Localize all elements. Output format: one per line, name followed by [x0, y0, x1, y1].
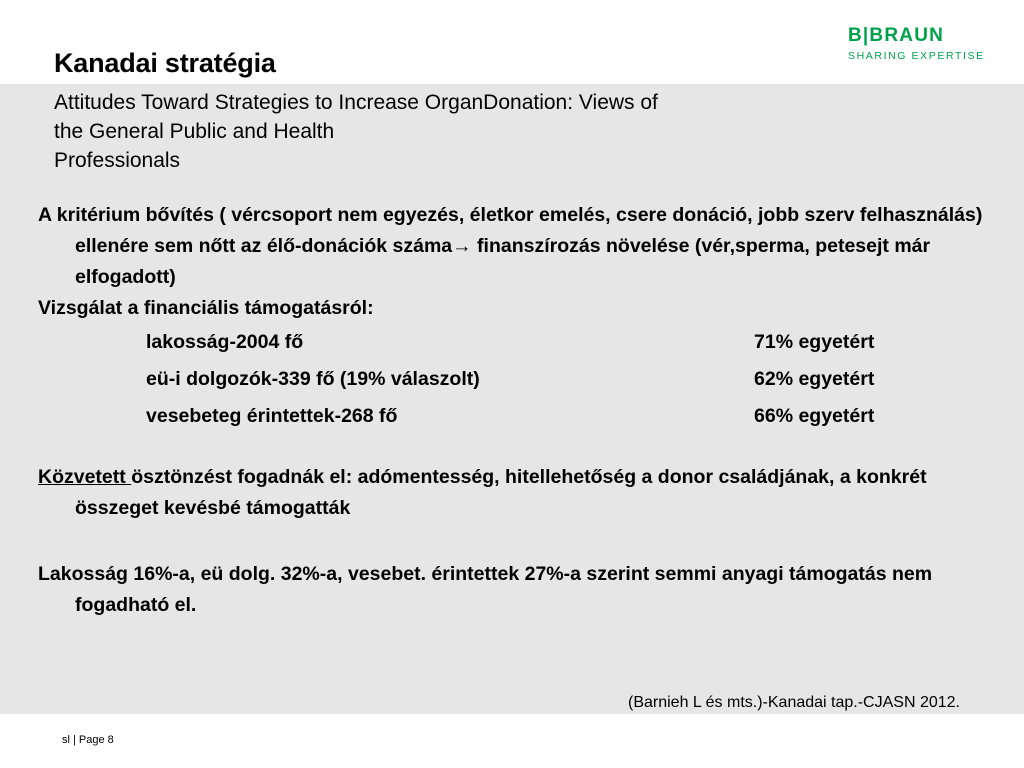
slide-body: [38, 200, 988, 621]
survey-row: [38, 361, 988, 398]
subtitle-line: Attitudes Toward Strategies to Increase OrganDonation: Views of: [54, 91, 658, 114]
paragraph-survey-heading: Vizsgálat a financiális támogatásról:: [38, 297, 374, 319]
survey-group: lakosság-2004 fő: [146, 331, 304, 353]
paragraph-indirect-incentives: [38, 462, 988, 524]
survey-row: [38, 398, 988, 435]
paragraph-text: ösztönzést fogadnák el: adómentesség, hitellehetőség a donor családjának, a konkrét összeget kevésbé támogatták: [75, 466, 927, 519]
citation: (Barnieh L és mts.)-Kanadai tap.-CJASN 2012.: [627, 694, 960, 711]
survey-group: vesebeteg érintettek-268 fő: [146, 405, 398, 427]
bbraun-logo: [848, 25, 990, 65]
subtitle-line: the General Public and Health: [54, 120, 335, 143]
page-footer: sl | Page 8: [62, 734, 114, 746]
paragraph-criteria: A kritérium bővítés ( vércsoport nem egyezés, életkor emelés, csere donáció, jobb szerv felhasználás) ellenére sem nőtt az élő-donációk száma→ finanszírozás növelése (vér,sperma, petesejt már elfogadott): [38, 204, 983, 288]
slide-subtitle: [54, 88, 814, 175]
survey-row: [38, 324, 988, 361]
underlined-term: Közvetett: [38, 466, 132, 488]
survey-group: eü-i dolgozók-339 fő (19% válaszolt): [146, 368, 480, 390]
survey-result: 71% egyetért: [754, 331, 875, 353]
survey-result: 66% egyetért: [754, 405, 875, 427]
logo-brand: B|BRAUN: [848, 25, 945, 46]
subtitle-line: Professionals: [54, 149, 181, 172]
logo-tagline: SHARING EXPERTISE: [848, 50, 985, 62]
slide-title: Kanadai stratégia: [54, 48, 276, 78]
survey-result: 62% egyetért: [754, 368, 875, 390]
paragraph-rejection-stats: Lakosság 16%-a, eü dolg. 32%-a, vesebet. érintettek 27%-a szerint semmi anyagi támogatás nem fogadható el.: [38, 563, 933, 616]
